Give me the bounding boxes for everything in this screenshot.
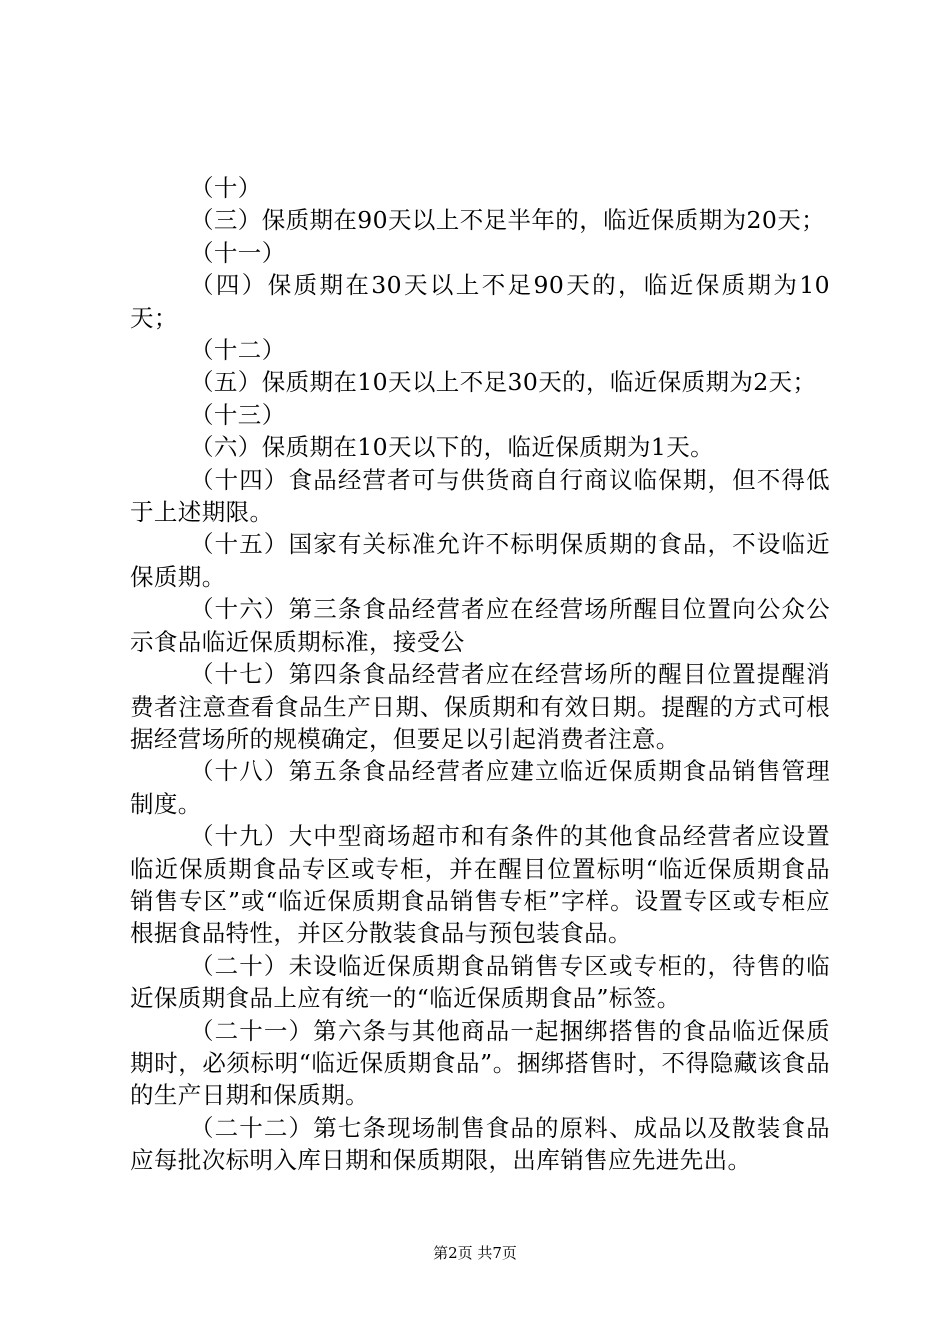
paragraph: （十五）国家有关标准允许不标明保质期的食品，不设临近保质期。 <box>130 530 830 591</box>
paragraph: （二十二）第七条现场制售食品的原料、成品以及散装食品应每批次标明入库日期和保质期限，出库销售应先进先出。 <box>130 1113 830 1175</box>
paragraph: （十七）第四条食品经营者应在经营场所的醒目位置提醒消费者注意查看食品生产日期、保质期和有效日期。提醒的方式可根据经营场所的规模确定，但要足以引起消费者注意。 <box>130 660 830 753</box>
paragraph: （十六）第三条食品经营者应在经营场所醒目位置向公众公示食品临近保质期标准，接受公 <box>130 595 830 656</box>
paragraph: （十四）食品经营者可与供货商自行商议临保期，但不得低于上述期限。 <box>130 465 830 527</box>
paragraph: （十八）第五条食品经营者应建立临近保质期食品销售管理制度。 <box>130 757 830 818</box>
paragraph: （六）保质期在10天以下的，临近保质期为1天。 <box>190 433 715 462</box>
paragraph: （五）保质期在10天以上不足30天的，临近保质期为2天； <box>190 368 817 397</box>
paragraph: （二十）未设临近保质期食品销售专区或专柜的，待售的临近保质期食品上应有统一的“临近保质期食品”标签。 <box>130 951 830 1013</box>
paragraph: （十九）大中型商场超市和有条件的其他食品经营者应设置临近保质期食品专区或专柜，并在醒目位置标明“临近保质期食品销售专区”或“临近保质期食品销售专柜”字样。设置专区或专柜应根据食品特性，并区分散装食品与预包装食品。 <box>130 822 830 948</box>
paragraph: （四）保质期在30天以上不足90天的，临近保质期为10天； <box>130 271 830 332</box>
paragraph: （二十一）第六条与其他商品一起捆绑搭售的食品临近保质期时，必须标明“临近保质期食品”。捆绑搭售时，不得隐藏该食品的生产日期和保质期。 <box>130 1016 830 1110</box>
page-footer: 第2页 共7页 <box>433 1244 517 1262</box>
paragraph: （十） <box>190 174 262 202</box>
paragraph: （十三） <box>190 400 286 429</box>
paragraph: （三）保质期在90天以上不足半年的，临近保质期为20天； <box>190 206 826 235</box>
paragraph: （十一） <box>190 238 286 267</box>
document-body <box>130 172 830 1177</box>
paragraph: （十二） <box>190 336 286 365</box>
